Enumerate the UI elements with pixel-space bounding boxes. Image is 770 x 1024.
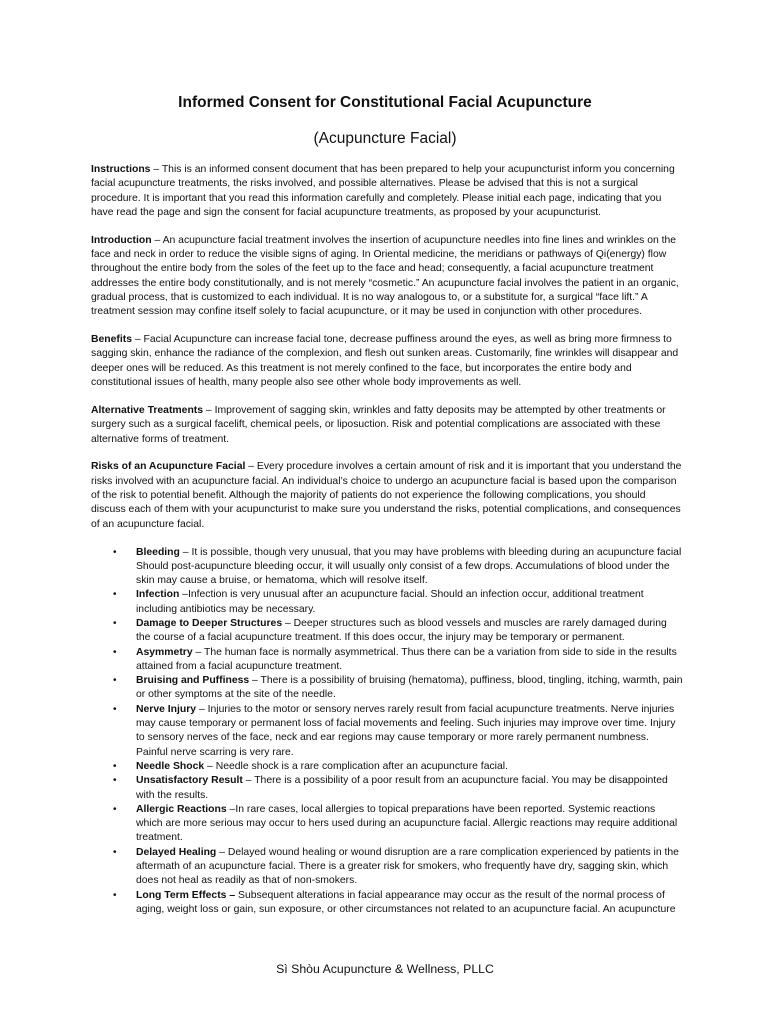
section-alternative-treatments	[91, 404, 683, 447]
risk-text: – There is a possibility of a poor result from an acupuncture facial. You may be disappointed with the results.	[136, 775, 668, 801]
document-title: Informed Consent for Constitutional Facial Acupuncture	[178, 94, 592, 111]
bullet-icon: •	[113, 889, 117, 901]
risk-text: – Delayed wound healing or wound disruption are a rare complication experienced by patients in the aftermath of an acupuncture facial. There is a greater risk for smokers, who frequently have dry, sagging skin, which does not heal as readily as that of non-smokers.	[136, 846, 679, 887]
risk-text: – There is a possibility of bruising (hematoma), puffiness, blood, tingling, itching, warmth, pain or other symptoms at the site of the needle.	[136, 675, 683, 701]
bullet-icon: •	[113, 646, 117, 658]
bullet-icon: •	[113, 589, 117, 601]
risk-item	[91, 774, 683, 803]
risk-text: – Needle shock is a rare complication after an acupuncture facial.	[204, 760, 508, 772]
section-instructions	[91, 163, 683, 220]
section-heading: Benefits	[91, 334, 132, 346]
section-text: – This is an informed consent document that has been prepared to help your acupuncturist inform you concerning facial acupuncture treatments, the risks involved, and possible alternatives. Please be advised that this is not a surgical procedure. It is important that you read this information carefully and completely. Please initial each page, indicating that you have read the page and sign the consent for facial acupuncture treatments, as proposed by your acupuncturist.	[91, 164, 675, 218]
document-body	[91, 163, 683, 917]
risk-term: Unsatisfactory Result	[136, 775, 243, 787]
section-heading: Introduction	[91, 234, 152, 246]
section-text: – Every procedure involves a certain amount of risk and it is important that you understand the risks involved with an acupuncture facial. An individual’s choice to undergo an acupuncture facial is based upon the comparison of the risk to potential benefit. Although the majority of patients do not experience the following complications, you should discuss each of them with your acupuncturist to make sure you understand the risks, potential complications, and consequences of an acupuncture facial.	[91, 461, 682, 530]
risk-item	[91, 703, 683, 760]
bullet-icon: •	[113, 546, 117, 558]
bullet-icon: •	[113, 703, 117, 715]
risk-item	[91, 889, 683, 918]
bullet-icon: •	[113, 617, 117, 629]
section-benefits	[91, 333, 683, 390]
bullet-icon: •	[113, 675, 117, 687]
risk-item	[91, 588, 683, 617]
section-text: – An acupuncture facial treatment involves the insertion of acupuncture needles into fine lines and wrinkles on the face and neck in order to reduce the visible signs of aging. In Oriental medicine, the meridians or pathways of Qi(energy) flow throughout the entire body from the soles of the feet up to the face and head; consequently, a facial acupuncture treatment addresses the entire body constitutionally, and is not merely “cosmetic.” An acupuncture facial involves the patient in an organic, gradual process, that is customized to each individual. It is no way analogous to, or a substitute for, a surgical “face lift.” A treatment session may confine itself solely to facial acupuncture, or it may be used in conjunction with other procedures.	[91, 234, 679, 318]
section-risks	[91, 460, 683, 531]
risk-item	[91, 803, 683, 846]
risk-term: Bruising and Puffiness	[136, 675, 250, 687]
section-text: – Improvement of sagging skin, wrinkles and fatty deposits may be attempted by other treatments or surgery such as a surgical facelift, chemical peels, or liposuction. Risk and potential complications are associated with these alternative forms of treatment.	[91, 404, 666, 445]
risk-item	[91, 846, 683, 889]
risk-term: Delayed Healing	[136, 846, 217, 858]
risk-term: Allergic Reactions	[136, 803, 227, 815]
risk-term: Infection	[136, 589, 180, 601]
risk-term: Asymmetry	[136, 646, 193, 658]
risk-text: – Deeper structures such as blood vessels and muscles are rarely damaged during the course of a facial acupuncture treatment. If this does occur, the injury may be temporary or permanent.	[136, 617, 667, 644]
bullet-icon: •	[113, 846, 117, 858]
risk-item	[91, 760, 683, 774]
section-heading: Alternative Treatments	[91, 404, 204, 416]
risks-list	[91, 546, 683, 918]
page-footer: Sì Shòu Acupuncture & Wellness, PLLC	[276, 962, 494, 976]
risk-item	[91, 617, 683, 646]
risk-text: – Injuries to the motor or sensory nerves rarely result from facial acupuncture treatments. Nerve injuries may cause temporary or permanent loss of facial movements and feeling. Such injuries may improve over time. Injury to sensory nerves of the face, neck and ear regions may cause temporary or more rarely permanent numbness. Painful nerve scarring is very rare.	[136, 703, 676, 758]
section-introduction	[91, 234, 683, 320]
risk-term: Needle Shock	[136, 760, 205, 772]
document-subtitle: (Acupuncture Facial)	[313, 130, 457, 147]
section-text: – Facial Acupuncture can increase facial tone, decrease puffiness around the eyes, as well as bring more firmness to sagging skin, enhance the radiance of the complexion, and flesh out sunken areas. Customarily, fine wrinkles will disappear and deeper ones will be reduced. As this treatment is not merely confined to the face, but incorporates the entire body and constitutional issues of health, many people also see other whole body improvements as well.	[91, 334, 679, 389]
risk-term: Long Term Effects –	[136, 889, 236, 901]
risk-item	[91, 546, 683, 589]
bullet-icon: •	[113, 803, 117, 815]
risk-text: – The human face is normally asymmetrical. Thus there can be a variation from side to side in the results attained from a facial acupuncture treatment.	[136, 646, 677, 672]
risk-text: – It is possible, though very unusual, that you may have problems with bleeding during an acupuncture facial Should post-acupuncture bleeding occur, it will usually only consist of a few drops. Accumulations of blood under the skin may cause a bruise, or hematoma, which will resolve itself.	[136, 546, 682, 587]
section-heading: Instructions	[91, 164, 151, 175]
risk-term: Bleeding	[136, 546, 180, 558]
risk-text: –In rare cases, local allergies to topical preparations have been reported. Systemic reactions which are more serious may occur to hers used during an acupuncture facial. Allergic reactions may require additional treatment.	[136, 803, 678, 844]
risk-term: Damage to Deeper Structures	[136, 617, 283, 629]
bullet-icon: •	[113, 760, 117, 772]
risk-text: Subsequent alterations in facial appearance may occur as the result of the normal process of aging, weight loss or gain, sun exposure, or other circumstances not related to an acupuncture facial. An acupuncture	[136, 889, 676, 915]
risk-item	[91, 646, 683, 675]
bullet-icon: •	[113, 775, 117, 787]
risk-text: –Infection is very unusual after an acupuncture facial. Should an infection occur, additional treatment including antibiotics may be necessary.	[136, 589, 644, 615]
risk-item	[91, 674, 683, 703]
section-heading: Risks of an Acupuncture Facial	[91, 461, 246, 473]
risk-term: Nerve Injury	[136, 703, 197, 715]
